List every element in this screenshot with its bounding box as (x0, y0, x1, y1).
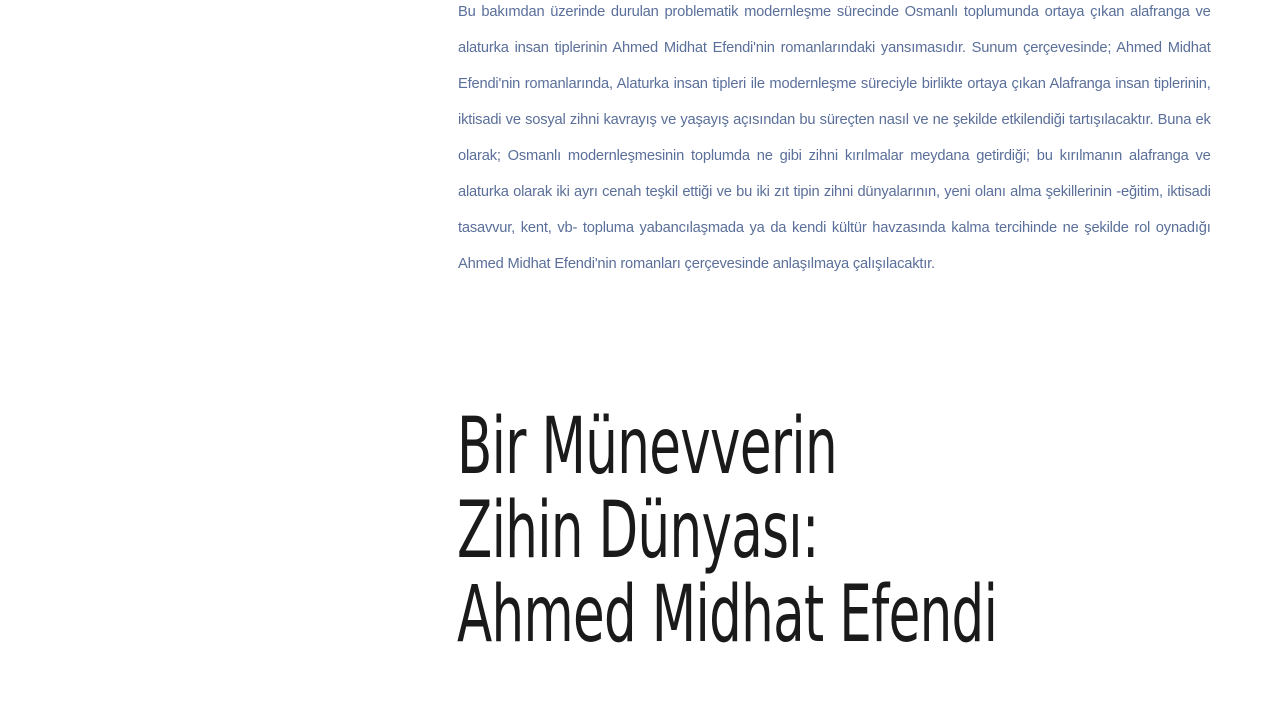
article-title (457, 402, 998, 660)
title-line-2: Zihin Dünyası: (457, 486, 819, 576)
title-line-1: Bir Münevverin (457, 402, 837, 492)
abstract-paragraph: Bu bakımdan üzerinde durulan problematik modernleşme sürecinde Osmanlı toplumunda ortaya çıkan alafranga ve alaturka insan tiplerinin Ahmed Midhat Efendi'nin romanlarındaki yansımasıdır. Sunum çerçevesinde; Ahmed Midhat Efendi'nin romanlarında, Alaturka insan tipleri ile modernleşme süreciyle birlikte ortaya çıkan Alafranga insan tiplerinin, iktisadi ve sosyal zihni kavrayış ve yaşayış açısından bu süreçten nasıl ve ne şekilde etkilendiği tartışılacaktır. Buna ek olarak; Osmanlı modernleşmesinin toplumda ne gibi zihni kırılmalar meydana getirdiği; bu kırılmanın alafranga ve alaturka olarak iki ayrı cenah teşkil ettiği ve bu iki zıt tipin zihni dünyalarının, yeni olanı alma şekillerinin -eğitim, iktisadi tasavvur, kent, vb- topluma yabancılaşmada ya da kendi kültür havzasında kalma tercihinde ne şekilde rol oynadığı Ahmed Midhat Efendi'nin romanları çerçevesinde anlaşılmaya çalışılacaktır. (458, 3, 1211, 272)
title-line-3: Ahmed Midhat Efendi (457, 570, 998, 660)
